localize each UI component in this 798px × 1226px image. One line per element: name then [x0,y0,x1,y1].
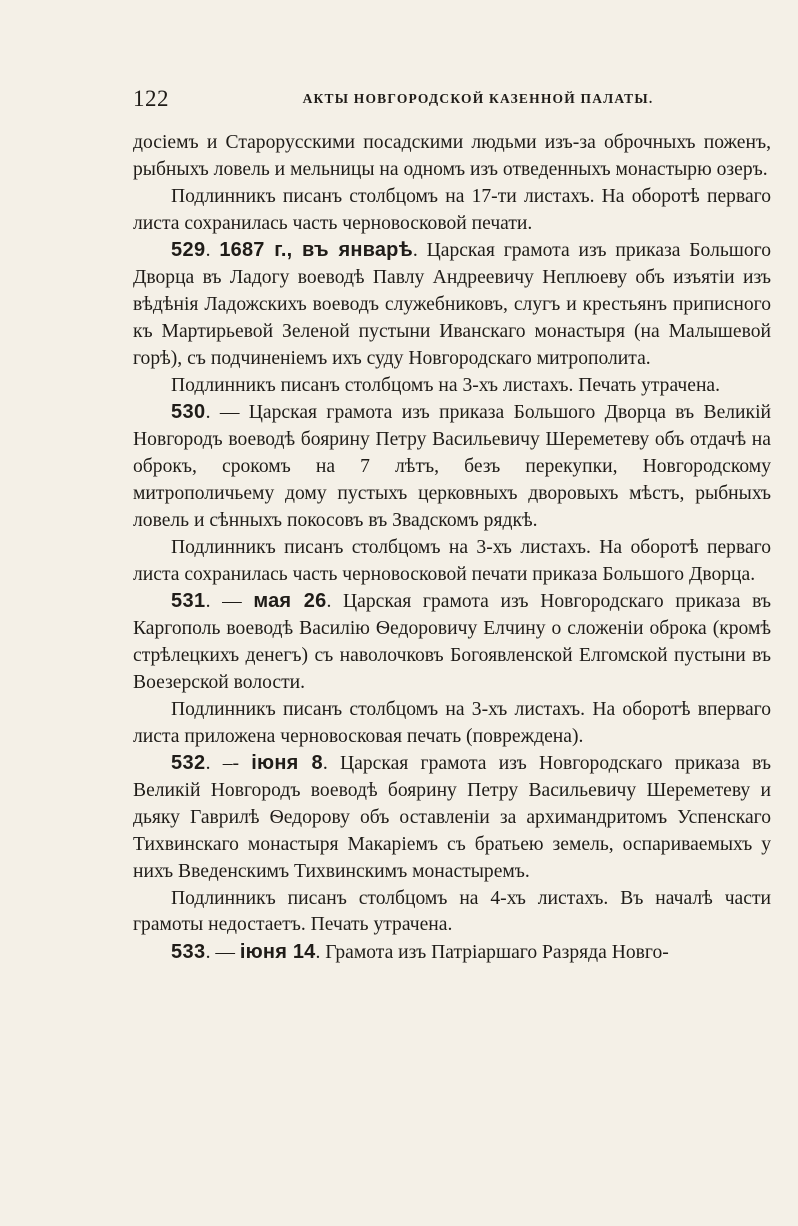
entry-529: 529. 1687 г., въ январѣ. Царская грамота изъ приказа Большого Дворца въ Ладогу воеводѣ Павлу Андреевичу Неплюеву объ изъятіи изъ вѣдѣнія Ладожскихъ воеводъ служебниковъ, слугъ и крестьянъ приписного къ Мартирьевой Зеленой пустыни Иванскаго монастыря (на Малышевой горѣ), съ подчиненіемъ ихъ суду Новгородскаго митрополита. [133,239,772,369]
entry-532-note: Подлинникъ писанъ столбцомъ на 4-хъ листахъ. Въ началѣ части грамоты недостаетъ. Печать утрачена. [133,887,771,936]
entry-530: 530. — Царская грамота изъ приказа Большого Дворца въ Великій Новгородъ воеводѣ боярину Петру Васильевичу Шереметеву объ отдачѣ на оброкъ, срокомъ на 7 лѣтъ, безъ перекупки, Новгородскому митрополичьему дому пустыхъ церковныхъ дворовыхъ мѣстъ, рыбныхъ ловель и сѣнныхъ покосовъ въ Звадскомъ рядкѣ. [133,401,771,531]
entry-text: Царская грамота изъ приказа Большого Дворца въ Ладогу воеводѣ Павлу Андреевичу Неплюеву объ изъятіи изъ вѣдѣнія Ладожскихъ воеводъ служебниковъ, слугъ и крестьянъ приписного къ Мартирьевой Зеленой пустыни Иванскаго монастыря (на Малышевой горѣ), съ подчиненіемъ ихъ суду Новгородскаго митрополита. [133,240,772,369]
page-text [133,130,771,967]
entry-530-note: Подлинникъ писанъ столбцомъ на 3-хъ листахъ. На оборотѣ перваго листа сохранилась часть черновосковой печати приказа Большого Дворца. [133,536,771,585]
entry-text: Царская грамота изъ Новгородскаго приказа въ Каргополь воеводѣ Василію Ѳедоровичу Елчину о сложеніи оброка (кромѣ стрѣлецкихъ денегъ) съ наволочковъ Богоявленской Елгомской пустыни въ Воезерской волости. [133,591,772,693]
entry-text: Грамота изъ Патріаршаго Разряда Новго- [325,942,669,964]
entry-531: 531. — мая 26. Царская грамота изъ Новгородскаго приказа въ Каргополь воеводѣ Василію Ѳедоровичу Елчину о сложеніи оброка (кромѣ стрѣлецкихъ денегъ) съ наволочковъ Богоявленской Елгомской пустыни въ Воезерской волости. [133,590,772,693]
entry-531-note: Подлинникъ писанъ столбцомъ на 3-хъ листахъ. На оборотѣ вперваго листа приложена черновосковая печать (повреждена). [133,698,771,747]
entry-number: 531 [171,590,206,613]
entry-number: 532 [171,752,206,775]
entry-number: 533 [171,941,206,964]
intro-paragraph: досіемъ и Старорусскими посадскими людьми изъ-за оброчныхъ поженъ, рыбныхъ ловель и мельницы на одномъ изъ отведенныхъ монастырю озеръ. [133,132,771,180]
entry-number: 529 [171,239,206,262]
entry-533: 533. — іюня 14. Грамота изъ Патріаршаго Разряда Новго- [171,941,669,964]
entry-date: іюня 14 [239,941,316,964]
page-number: 122 [133,86,169,111]
entry-date: мая 26 [253,590,327,613]
entry-text: Царская грамота изъ Новгородскаго приказа въ Великій Новгородъ воеводѣ боярину Петру Васильевичу Шереметеву и дьяку Гаврилѣ Ѳедорову объ оставленіи за архимандритомъ Успенскаго Тихвинскаго монастыря Макаріемъ съ братьею земель, оспариваемыхъ у нихъ Введенскимъ Тихвинскимъ монастыремъ. [133,753,771,882]
entry-date: 1687 г., въ январѣ [219,239,413,262]
intro-note: Подлинникъ писанъ столбцомъ на 17-ти листахъ. На оборотѣ перваго листа сохранилась часть черновосковой печати. [133,185,771,234]
entry-532: 532. –- іюня 8. Царская грамота изъ Новгородскаго приказа въ Великій Новгородъ воеводѣ боярину Петру Васильевичу Шереметеву и дьяку Гаврилѣ Ѳедорову объ оставленіи за архимандритомъ Успенскаго Тихвинскаго монастыря Макаріемъ съ братьею земель, оспариваемыхъ у нихъ Введенскимъ Тихвинскимъ монастыремъ. [133,752,771,882]
entry-text: Царская грамота изъ приказа Большого Дворца въ Великій Новгородъ воеводѣ боярину Петру Васильевичу Шереметеву объ отдачѣ на оброкъ, срокомъ на 7 лѣтъ, безъ перекупки, Новгородскому митрополичьему дому пустыхъ церковныхъ дворовыхъ мѣстъ, рыбныхъ ловель и сѣнныхъ покосовъ въ Звадскомъ рядкѣ. [133,402,771,531]
running-head: АКТЫ НОВГОРОДСКОЙ КАЗЕННОЙ ПАЛАТЫ. [302,91,654,106]
entry-529-note: Подлинникъ писанъ столбцомъ на 3-хъ листахъ. Печать утрачена. [171,374,721,396]
page-header [133,86,771,116]
entry-number: 530 [171,401,206,424]
entry-date: іюня 8 [251,752,323,775]
